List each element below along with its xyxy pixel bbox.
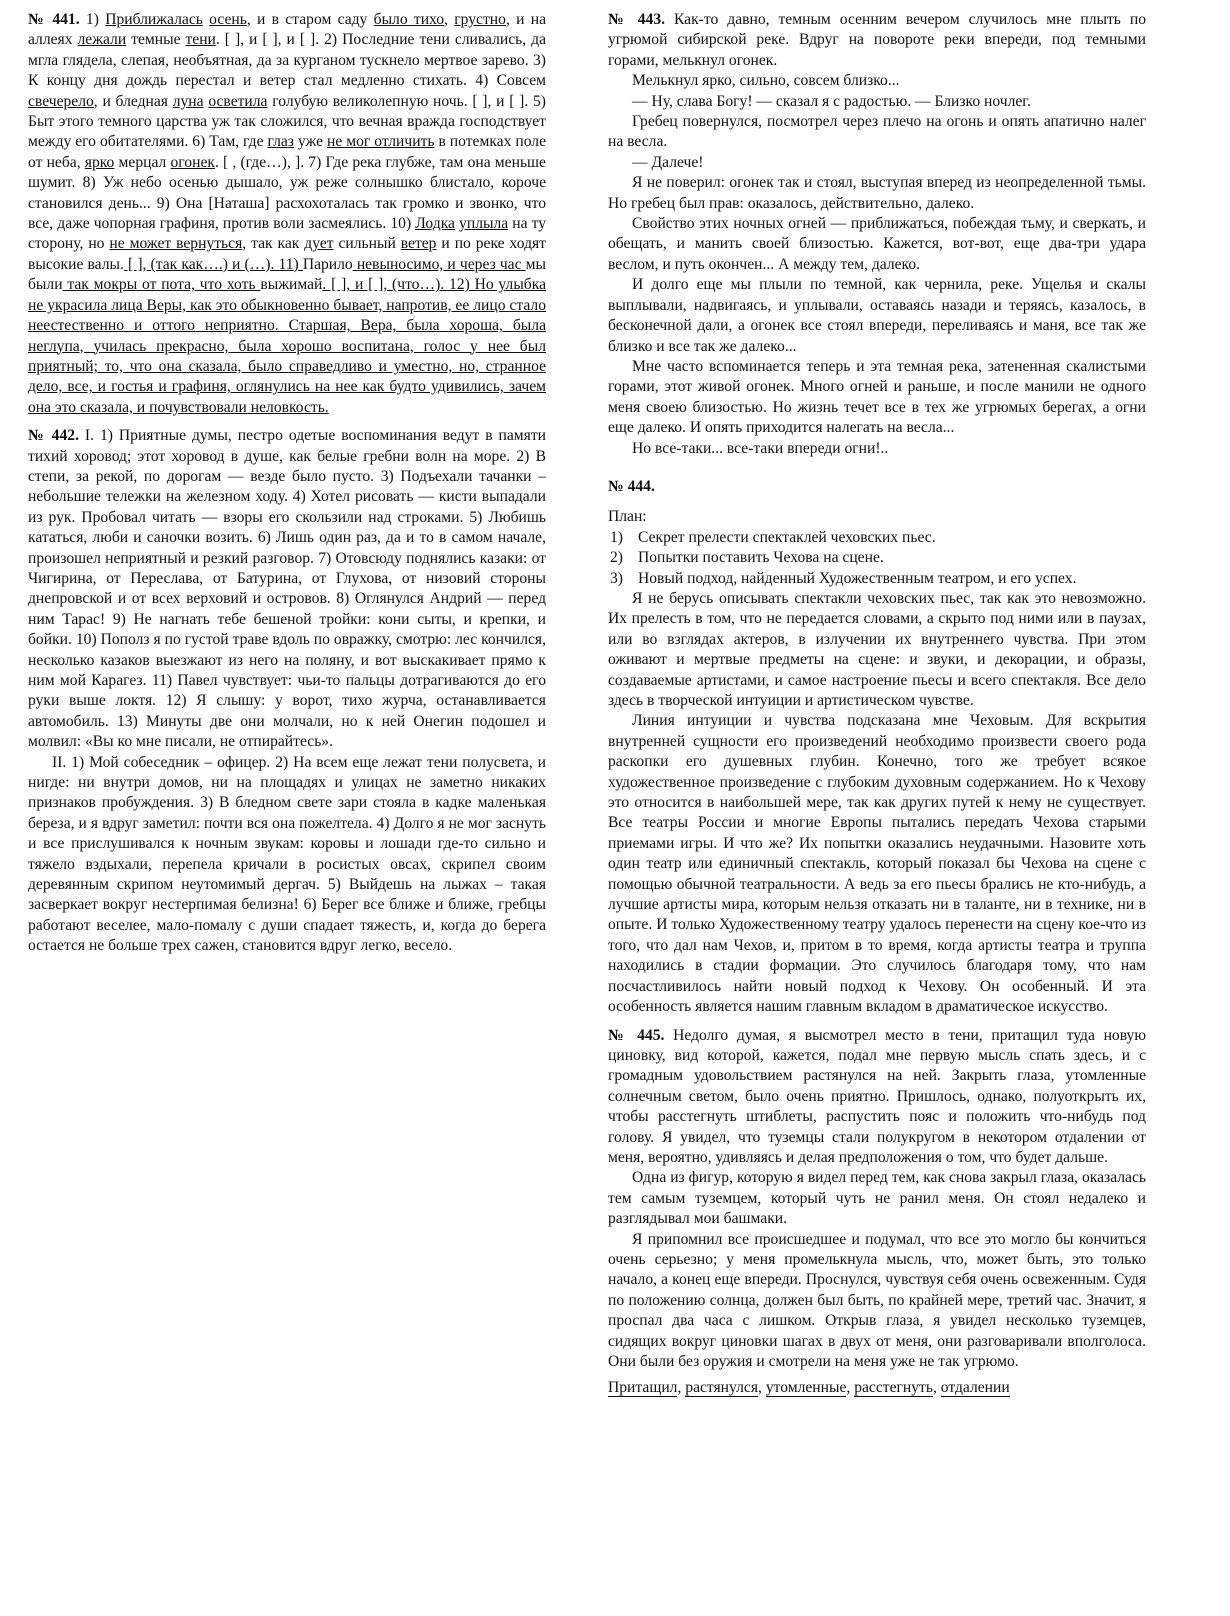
underlined-word: [ ], (так как….) и (…). 11)	[123, 255, 303, 273]
paragraph: Я не поверил: огонек так и стоял, выступая вперед из неопределенной тьмы. Но гребец был прав: оказалось, действительно, далеко.	[608, 174, 1146, 212]
text-segment: 1)	[79, 11, 106, 28]
paragraph: Как-то давно, темным осенним вечером случилось мне плыть по угрюмой сибирской реке. Вдруг на повороте реки впереди, под темными горами, мелькнул огонек.	[608, 11, 1146, 69]
text-segment: сильный	[333, 235, 401, 253]
exercise-442	[28, 426, 546, 753]
text-segment: . [ ], и [ ], и [ ]. 2) Последние тени сливались, да мгла глядела, слепая, необъятная, да за курганом тускнело мертвое зарево. 3) К концу дня дождь перестал и ветер стал медленно стихать. 4) Совсем	[28, 31, 546, 90]
underlined-word: ветер	[400, 235, 437, 253]
exercise-444	[608, 477, 1146, 497]
underlined-word: Лодка	[415, 215, 455, 233]
exercise-441	[28, 10, 546, 418]
paragraph: Мне часто вспоминается теперь и эта темная река, затененная скалистыми горами, этот живой огонек. Много огней и раньше, и после манили не одного меня своею близостью. Но жизнь течет все в тех же угрюмых берегах, а огни еще далеко. И опять приходится налегать на весла...	[608, 357, 1146, 437]
morpheme-words: Притащил, растянулся, утомленные, расстегнуть, отдалении	[608, 1379, 1010, 1397]
plan-item: 3) Новый подход, найденный Художественным театром, и его успех.	[610, 569, 1077, 587]
paragraph: Я припомнил все происшедшее и подумал, что все это могло бы кончиться очень серьезно; у меня промелькнула мысль, что, может быть, это только начало, а конец еще впереди. Проснулся, чувствуя себя очень освеженным. Судя по положению солнца, должен был быть, по крайней мере, третий час. Значит, я проспал два часа с лишком. Открыв глаза, я увидел несколько туземцев, сидящих вокруг циновки шагах в двух от меня, они разговаривали вполголоса. Они были без оружия и смотрели на меня уже не так угрюмо.	[608, 1230, 1146, 1370]
paragraph: Линия интуиции и чувства подсказана мне Чеховым. Для вскрытия внутренней сущности его произведений необходимо произвести своего рода раскопки его душевных глубин. Конечно, того же требует всякое художественное произведение с глубоким духовным содержанием. Но к Чехову это относится в наибольшей мере, так как других путей к нему не существует. Все театры России и многие Европы пытались передать Чехова старыми приемами игры. И что же? Их попытки оказались неудачными. Назовите хоть один театр или единичный спектакль, который показал бы Чехова на сцене с помощью обычной театральности. А ведь за его пьесы брались не кто-нибудь, а лучшие артисты мира, которым нельзя отказать ни в таланте, ни в технике, ни в опыте. И только Художественному театру удалось перенести на сцену кое-что из того, что дал нам Чехов, и, притом в то время, когда артисты театра и труппа находились в стадии формации. Это случилось благодаря тому, что нам посчастливилось найти новый подход к Чехову. Он особенный. И эта особенность является нашим главным вкладом в драматическое искусство.	[608, 712, 1146, 1016]
underlined-word: . [ ], и [ ], (что…). 12) Но улыбка не украсила лица Веры, как это обыкновенно бывает, напротив, ее лицо стало неестественно и оттого неприятно. Старшая, Вера, была хороша, была неглупа, училась прекрасно, была хорошо воспитана, голос у нее был приятный; то, что она сказала, было справедливо и уместно, но, странное дело, все, и гостья и графиня, оглянулись на нее как будто удивились, зачем она это сказала, и почувствовали неловкость.	[28, 276, 547, 416]
exercise-number: № 442.	[28, 427, 79, 445]
underlined-word: уплыла	[459, 215, 509, 233]
underlined-word: свечерело	[28, 92, 94, 110]
word: утомленные	[765, 1379, 847, 1397]
text-segment: ,	[444, 11, 455, 28]
exercise-443	[608, 10, 1146, 71]
word: расстегнуть	[854, 1379, 933, 1397]
text-segment: , так как	[242, 235, 305, 253]
underlined-word: глаз	[267, 133, 294, 151]
underlined-word: дует	[304, 235, 334, 253]
text-segment: уже	[293, 133, 327, 151]
exercise-number: № 443.	[608, 11, 666, 28]
text-segment: голубую великолепную ночь. [ ], и [ ]. 5) Быт этого темного царства уж так сложился, что вечная вражда господствует между его обитателями. 6) Там, где	[28, 92, 546, 151]
text-segment: в потемках поле от неба,	[28, 133, 546, 171]
underlined-word: осветила	[208, 92, 268, 110]
paragraph: Я не берусь описывать спектакли чеховских пьес, так как это невозможно. Их прелесть в том, что не передается словами, а скрыто под ними или в паузах, или во взглядах актеров, в излучении их внутреннего чувства. При этом оживают и мертвые предметы на сцене: и звуки, и декорации, и образы, создаваемые артистами, и самое настроение пьесы и всего спектакля. Все дело здесь в творческой интуиции и артистическом чувстве.	[608, 589, 1146, 709]
plan-label: План:	[608, 508, 647, 526]
text-segment: . [ , (где…), ]. 7) Где река глубже, там она меньше шумит. 8) Уж небо осенью дышало, уж реже солнышко блистало, короче становился день... 9) Она [Наташа] расхохоталась так громко и звонко, что все, даже чопорная графиня, против воли засмеялись. 10)	[28, 153, 546, 233]
exercise-number: № 444.	[608, 477, 655, 495]
underlined-word: не мог отличить	[326, 133, 435, 151]
paragraph: Одна из фигур, которую я видел перед тем, как снова закрыл глаза, оказалась тем самым туземцем, который чуть не ранил меня. Он стоял недалеко и разглядывал мои башмаки.	[608, 1169, 1146, 1228]
paragraph: Мелькнул ярко, сильно, совсем близко...	[632, 72, 900, 90]
text-segment: выжимай	[260, 276, 323, 294]
right-column	[608, 10, 1146, 1399]
underlined-word: грустно	[454, 11, 506, 28]
underlined-word: ярко	[84, 153, 115, 171]
paragraph: И долго еще мы плыли по темной, как чернила, реке. Ущелья и скалы выплывали, надвигаясь, и уплывали, оставаясь назади и теряясь, казалось, в бесконечной дали, а огонек все стоял впереди, переливаясь и маня, все так же близко и все так же далеко...	[608, 276, 1146, 355]
text-segment: мы	[525, 255, 547, 273]
plan-item: 2) Попытки поставить Чехова на сцене.	[610, 549, 884, 567]
underlined-word: огонек	[170, 153, 215, 171]
paragraph: — Ну, слава Богу! — сказал я с радостью. — Близко ночлег.	[632, 92, 1031, 110]
exercise-445	[608, 1026, 1146, 1169]
underlined-word: лежали	[77, 31, 127, 49]
paragraph: Гребец повернулся, посмотрел через плечо на огонь и опять апатично налег на весла.	[608, 113, 1146, 151]
word: Притащил	[608, 1379, 678, 1397]
paragraph: Свойство этих ночных огней — приближаться, побеждая тьму, и сверкать, и обещать, и манить своей близостью. Кажется, вот-вот, еще два-три удара веслом, и путь окончен... А между тем, далеко.	[608, 215, 1146, 273]
text-segment: на ту сторону, но	[28, 215, 546, 253]
paragraph: Но все-таки... все-таки впереди огни!..	[632, 439, 889, 457]
underlined-word: осень	[209, 11, 247, 28]
text-segment: и по реке ходят высокие валы.	[28, 235, 546, 273]
word: отдалении	[940, 1379, 1010, 1397]
exercise-441-text	[28, 11, 546, 416]
paragraph: Недолго думая, я высмотрел место в тени, притащил туда новую циновку, вид которой, кажется, подал мне первую мысль спать здесь, и с громадным удовольствием растянулся на ней. Закрыть глаза, утомленные солнечным светом, было очень приятно. Пришлось, однако, полуоткрыть их, чтобы расстегнуть штиблеты, распустить пояс и положить что-нибудь под голову. Я увидел, что туземцы стали полукругом в некотором отдалении от меня, вероятно, удивляясь и делая предположения о том, что будет дальше.	[608, 1026, 1147, 1166]
text-segment: , и бледная	[93, 92, 173, 110]
underlined-word: луна	[172, 92, 204, 110]
paragraph: — Далече!	[632, 153, 704, 171]
text-segment: мерцал	[114, 153, 171, 171]
exercise-number: № 445.	[608, 1026, 665, 1044]
text-segment: , и в старом саду	[246, 11, 374, 28]
underlined-word: Приближалась	[105, 11, 203, 28]
plan-item: 1) Секрет прелести спектаклей чеховских пьес.	[610, 528, 936, 546]
underlined-word: так мокры от пота, что хоть	[62, 276, 261, 294]
exercise-number: № 441.	[28, 11, 80, 28]
text-segment: , и на аллеях	[28, 11, 547, 49]
left-column	[28, 10, 546, 957]
underlined-word: тени	[185, 31, 216, 49]
exercise-442-part1: I. 1) Приятные думы, пестро одетые воспоминания ведут в памяти тихий хоровод; этот хоровод в душе, как белые гребни волн на море. 2) В степи, за рекой, по дорогам — везде было пусто. 3) Подъехали тачанки – небольшие тележки на железном ходу. 4) Хотел рисовать — кисти выпадали из рук. Пробовал читать — взоры его скользили над строками. 5) Любишь кататься, люби и саночки возить. 6) Лишь один раз, да и то в самом начале, произошел неприятный и резкий разговор. 7) Отовсюду поднялись казаки: от Чигирина, от Переслава, от Батурина, от Глухова, от низовий стороны днепровской и от всех верховий и островов. 8) Оглянулся Андрий — перед ним Тарас! 9) Не нагнать тебе бешеной тройки: кони сыты, и крепки, и бойки. 10) Пополз я по густой траве вдоль по овражку, смотрю: лес кончился, несколько казаков выезжают из него на поляну, и вот выскакивает прямо к ним мой Карагез. 11) Павел чувствует: чьи-то пальцы дотрагиваются до его руки выше локтя. 12) Я слышу: у ворот, тихо журча, останавливается автомобиль. 13) Минуты две они молчали, но к ней Онегин подошел и молвил: «Вы ко мне писали, не отпирайтесь».	[28, 427, 546, 751]
text-segment: Парило	[302, 255, 353, 273]
text-segment: темные	[126, 31, 186, 49]
underlined-word: невыносимо, и через час	[352, 255, 526, 273]
exercise-442-part2: II. 1) Мой собеседник – офицер. 2) На всем еще лежат тени полусвета, и нигде: ни внутри домов, ни на площадях и улицах не заметно никаких признаков пробуждения. 3) В бледном свете зари стояла в кадке маленькая береза, и я вдруг заметил: почти вся она пожелтела. 4) Долго я не мог заснуть и все прислушивался к ночным звукам: коровы и лошади где-то сильно и тяжело вздыхали, перепела кричали в росистых овсах, скрипел своим деревянным скрипом неутомимый дергач. 5) Выйдешь на лыжах – такая засверкает вокруг нестерпимая белизна! 6) Берег все ближе и ближе, гребцы работают веселее, мало-помалу с души спадает тяжесть, и, когда до берега остается не больше трех сажен, становится вдруг легко, весело.	[28, 753, 546, 955]
underlined-word: было тихо	[373, 11, 445, 28]
text-segment: были	[28, 276, 63, 294]
underlined-word: не может вернуться	[109, 235, 243, 253]
word: растянулся	[685, 1379, 759, 1397]
